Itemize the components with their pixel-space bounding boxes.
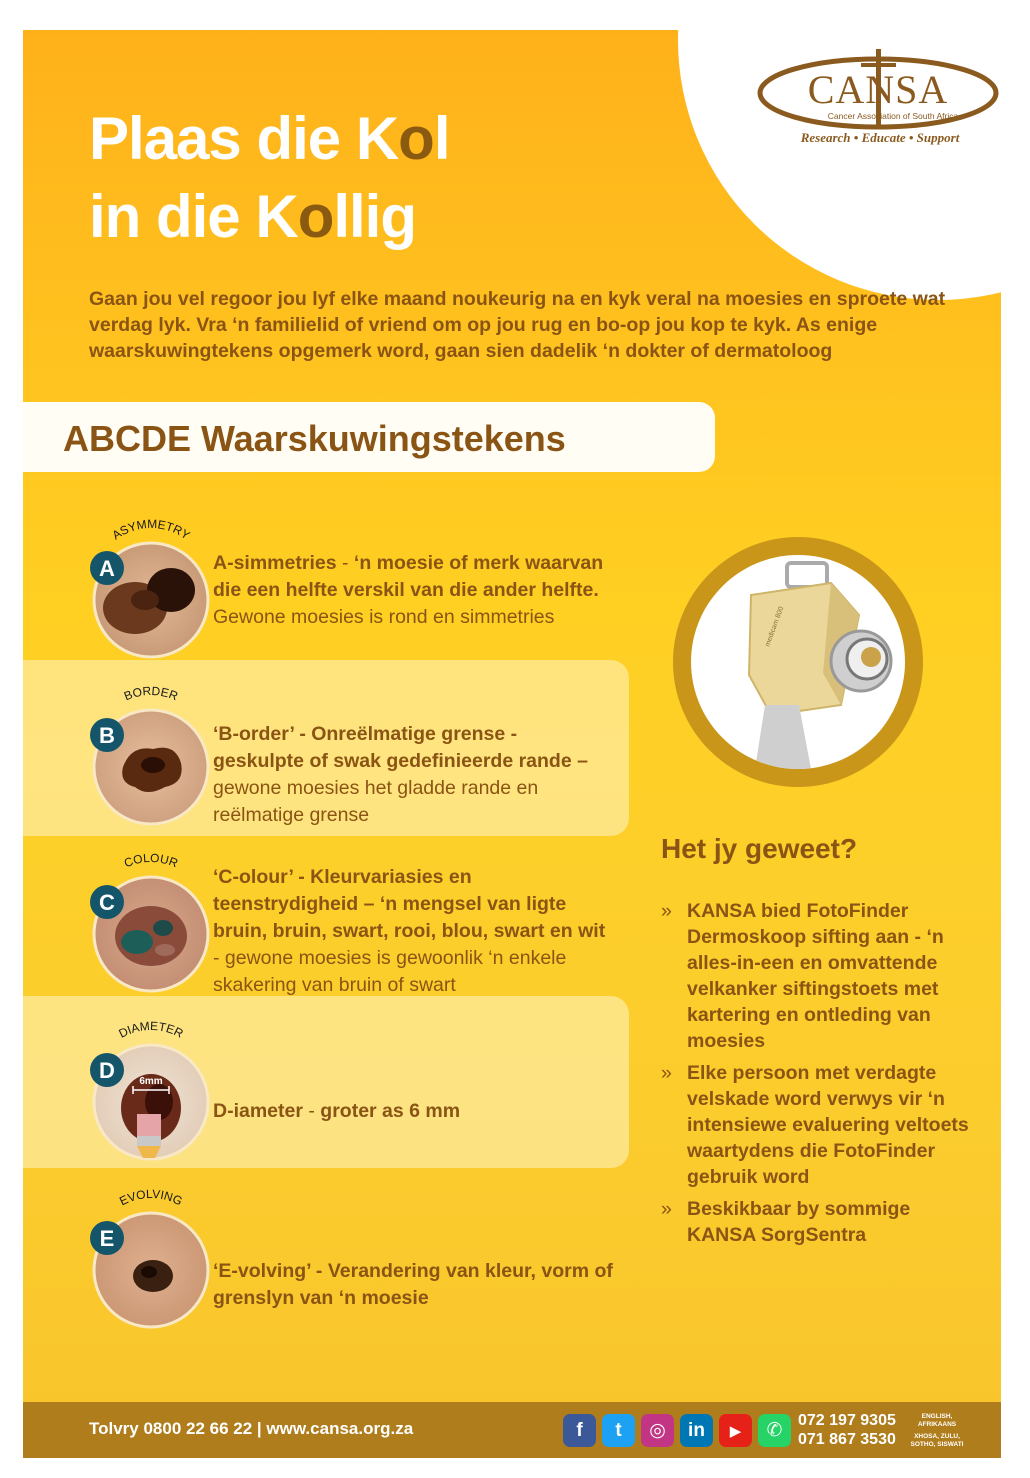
logo-tagline: Research • Educate • Support	[800, 130, 960, 145]
sign-row-e	[23, 1178, 643, 1338]
lang-1: ENGLISH, AFRIKAANS	[917, 1413, 957, 1428]
headline: Plaas die Kol in die Kollig	[89, 105, 450, 250]
footer	[23, 1402, 1001, 1458]
section-title: ABCDE Waarskuwingstekens	[63, 418, 566, 459]
badge-d: D	[99, 1058, 115, 1083]
sign-text-e: ‘E-volving’ - Verandering van kleur, vorm of grenslyn van ‘n moesie	[213, 1260, 613, 1309]
badge-a: A	[99, 556, 115, 581]
logo-subtitle: Cancer Association of South Africa	[827, 111, 959, 121]
svg-text:DIAMETER: DIAMETER	[116, 1018, 186, 1041]
sign-row-c	[23, 842, 643, 1002]
device-label: medicam 800	[764, 605, 786, 648]
list-item: » KANSA bied FotoFinder Dermoskoop sifting aan - ‘n alles-in-een en omvattende velkanker siftingstoets met kartering en ontleding van moesies	[661, 900, 944, 1052]
instagram-icon[interactable]: ◎	[641, 1414, 674, 1447]
sign-row-a	[23, 508, 643, 668]
logo-name: CANSA	[807, 67, 949, 112]
twitter-icon[interactable]: t	[602, 1414, 635, 1447]
scale-label: 6mm	[139, 1076, 163, 1087]
phone-1: 072 197 9305	[798, 1412, 896, 1429]
svg-text:EVOLVING: EVOLVING	[117, 1186, 185, 1209]
did-you-know-title: Het jy geweet?	[661, 833, 858, 864]
did-you-know-list	[661, 898, 981, 1254]
youtube-icon[interactable]: ▶	[719, 1414, 752, 1447]
lang-2: XHOSA, ZULU, SOTHO, SISWATI	[910, 1433, 964, 1448]
list-item: » Elke persoon met verdagte velskade word verwys vir ‘n intensiewe evaluering veltoets waartydens die FotoFinder gebruik word	[661, 1062, 969, 1188]
whatsapp-icon[interactable]: ✆	[758, 1414, 791, 1447]
dermoscope-image	[673, 537, 923, 787]
sign-row-d	[23, 1010, 643, 1170]
phone-numbers	[798, 1411, 896, 1449]
facebook-icon[interactable]: f	[563, 1414, 596, 1447]
section-header	[23, 402, 715, 472]
phone-2: 071 867 3530	[798, 1431, 896, 1448]
badge-e: E	[99, 1226, 115, 1251]
list-item: » Beskikbaar by sommige KANSA SorgSentra	[661, 1198, 911, 1246]
sign-text-a: A-simmetries - ‘n moesie of merk waarvan die een helfte verskil van die ander helfte. Gewone moesies is rond en simmetries	[213, 552, 604, 628]
svg-text:COLOUR: COLOUR	[122, 850, 180, 871]
linkedin-icon[interactable]: in	[680, 1414, 713, 1447]
intro-paragraph: Gaan jou vel regoor jou lyf elke maand noukeurig na en kyk veral na moesies en sproete wat verdag lyk. Vra ‘n familielid of vriend om op jou rug en bo-op jou kop te kyk. As enige waarskuwingtekens opgemerk word, gaan sien dadelik ‘n dokter of dermatoloog	[89, 288, 946, 362]
sign-text-b: ‘B-order’ - Onreëlmatige grense - geskulpte of swak gedefinieerde rande – gewone moesies het gladde rande en reëlmatige grense	[213, 723, 588, 826]
phone-languages	[907, 1413, 967, 1449]
mole-image-d	[53, 1010, 243, 1170]
social-icons	[563, 1414, 791, 1448]
sign-text-c: ‘C-olour’ - Kleurvariasies en teenstrydigheid – ‘n mengsel van ligte bruin, bruin, swart, rooi, blou, swart en wit - gewone moesies is gewoonlik ‘n enkele skakering van bruin of swart	[213, 866, 606, 996]
sign-row-b	[23, 675, 643, 835]
cansa-logo	[753, 45, 1001, 165]
badge-b: B	[99, 723, 115, 748]
svg-text:ASYMMETRY: ASYMMETRY	[109, 516, 193, 543]
sign-text-d: D-iameter - groter as 6 mm	[213, 1100, 461, 1122]
poster	[23, 30, 1001, 1458]
footer-contact: Tolvry 0800 22 66 22 | www.cansa.org.za	[89, 1419, 414, 1438]
svg-text:BORDER: BORDER	[122, 683, 180, 704]
badge-c: C	[99, 890, 115, 915]
